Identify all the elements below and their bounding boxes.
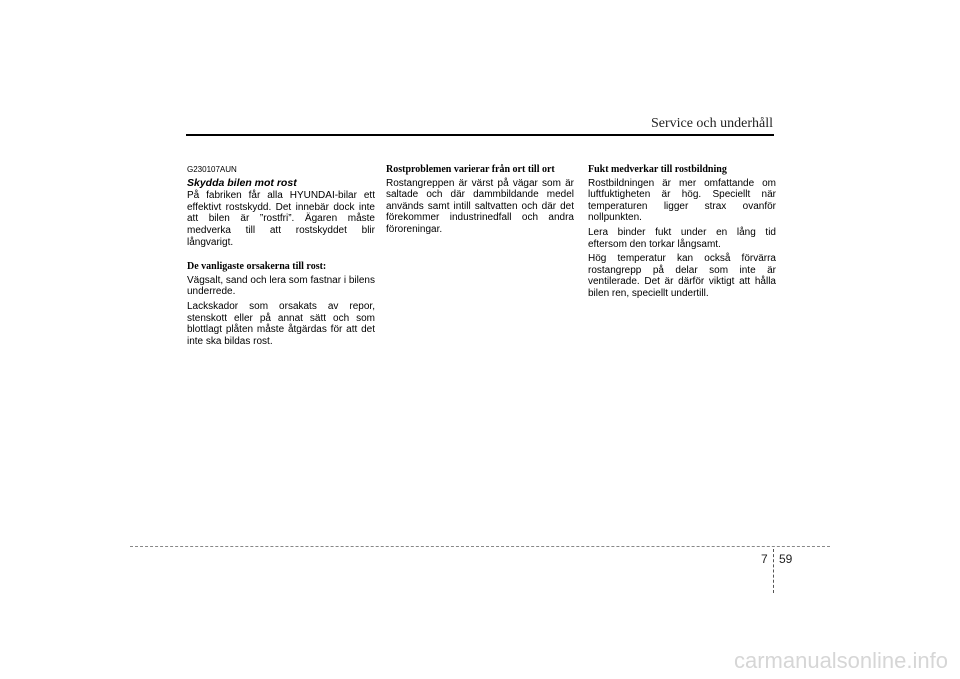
section-title: Service och underhåll (650, 116, 773, 131)
regional-heading: Rostproblemen varierar från ort till ort (386, 164, 555, 175)
subheading: Skydda bilen mot rost (187, 176, 297, 189)
cause-paragraph-1: Vägsalt, sand och lera som fastnar i bilens underrede. (187, 274, 375, 298)
middle-column (386, 164, 574, 239)
page-number-separator (773, 549, 774, 593)
moisture-paragraph-2: Lera binder fukt under en lång tid eftersom den torkar långsamt. (588, 226, 776, 250)
footer-divider (130, 546, 830, 547)
chapter-number: 7 (761, 552, 768, 566)
intro-paragraph: På fabriken får alla HYUNDAI-bilar ett effektivt rostskydd. Det innebär dock inte att bilen är ”rostfri”. Ägaren måste medverka till att rostskyddet blir långvarigt. (187, 190, 375, 248)
cause-paragraph-2: Lackskador som orsakats av repor, stenskott eller på annat sätt och som blottlagt plåten måste åtgärdas för att det inte ska bildas rost. (187, 300, 375, 347)
watermark: carmanualsonline.info (733, 648, 948, 673)
right-column (588, 164, 776, 303)
header-rule (186, 134, 774, 136)
moisture-paragraph-1: Rostbildningen är mer omfattande om luftfuktigheten är hög. Speciellt när temperaturen ligger strax ovanför nollpunkten. (588, 177, 776, 224)
section-code: G230107AUN (187, 165, 237, 174)
causes-heading: De vanligaste orsakerna till rost: (187, 261, 327, 273)
left-column (187, 164, 375, 350)
moisture-paragraph-3: Hög temperatur kan också förvärra rostangrepp på delar som inte är ventilerade. Det är därför viktigt att hålla bilen ren, speciellt undertill. (588, 253, 776, 299)
page-number: 59 (779, 552, 793, 566)
moisture-heading: Fukt medverkar till rostbildning (588, 164, 727, 175)
regional-paragraph: Rostangreppen är värst på vägar som är saltade och där dammbildande medel används samt intill saltvatten och där det förekommer industrinedfall och andra föroreningar. (386, 177, 574, 235)
